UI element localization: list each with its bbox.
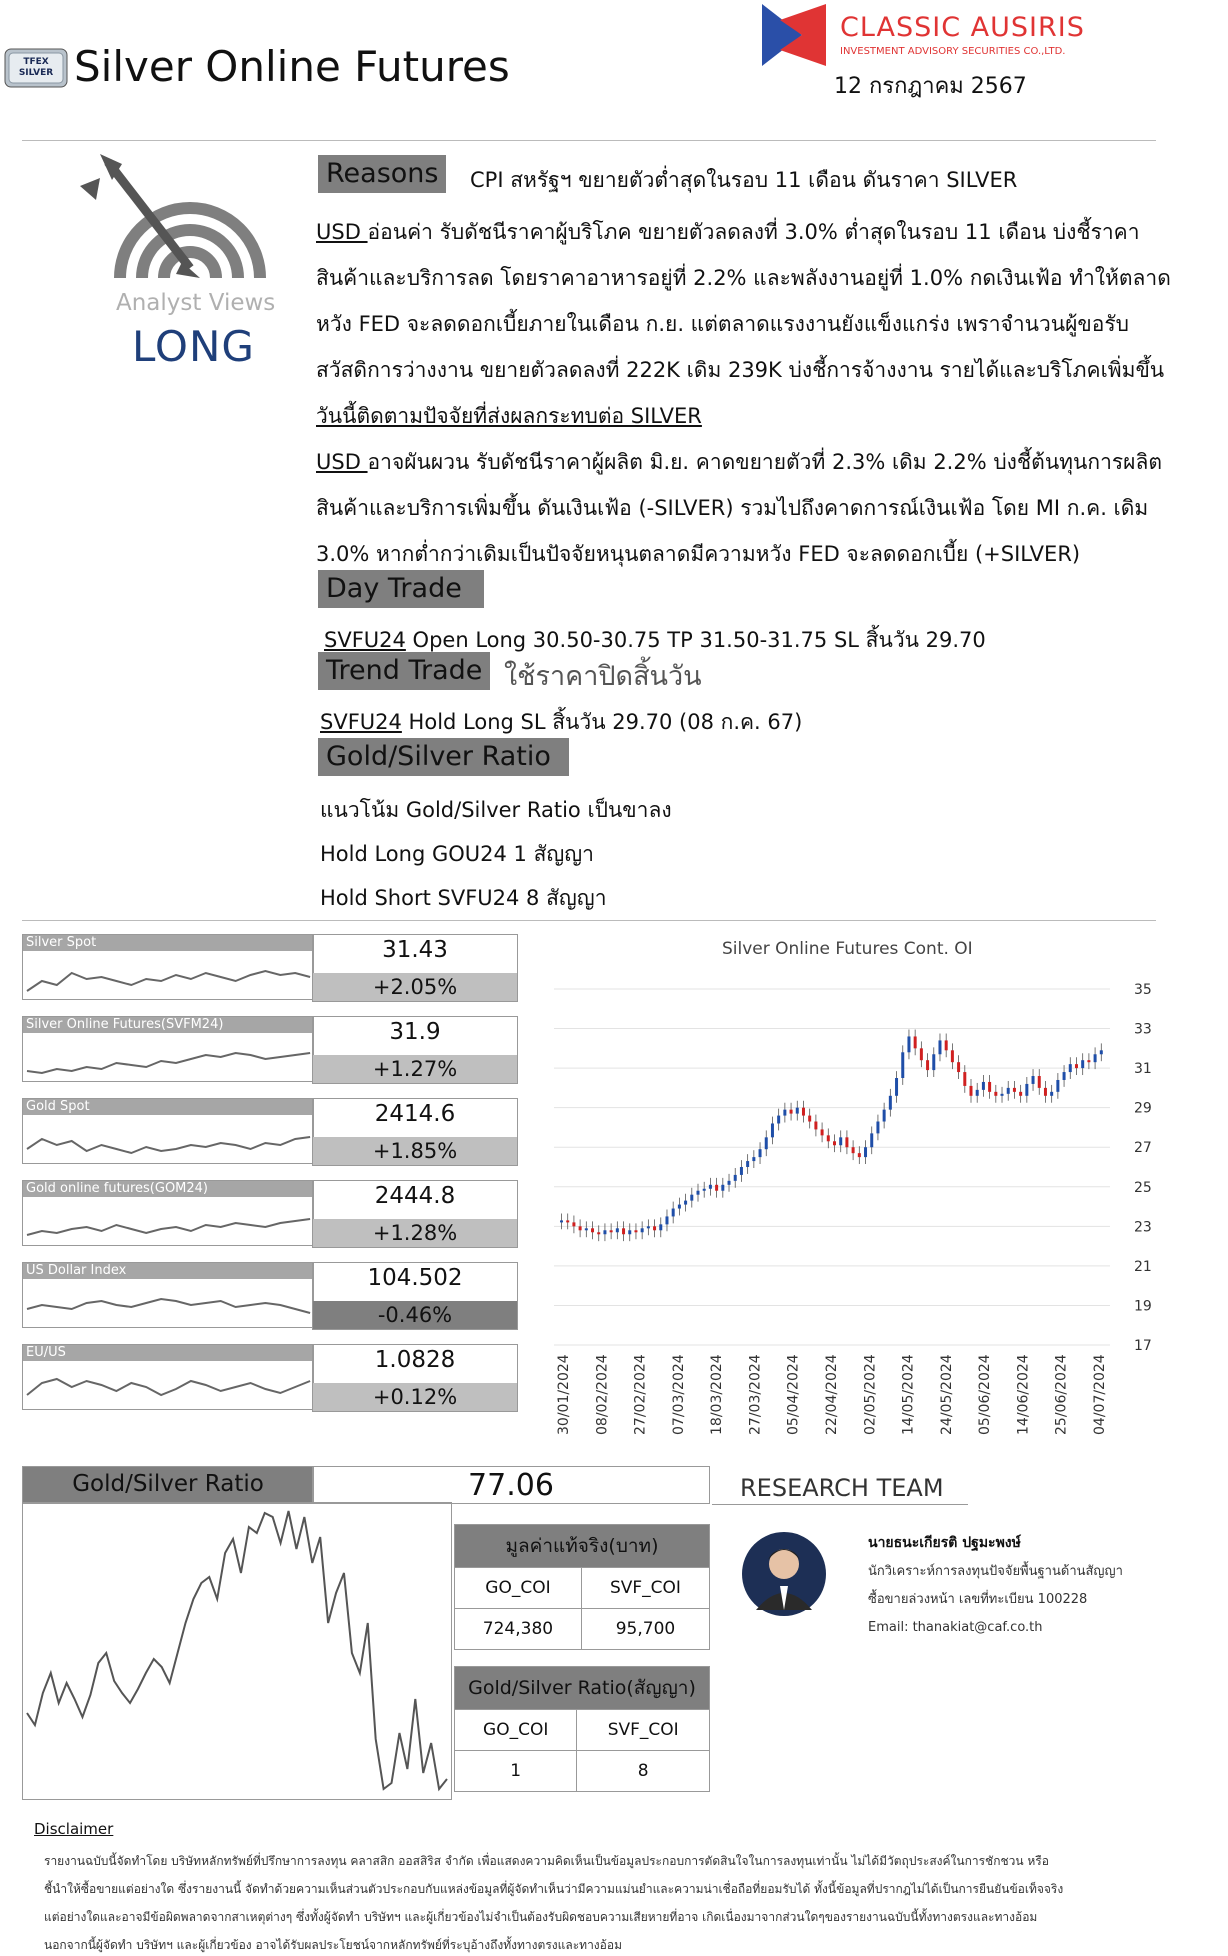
x-tick-label: 04/07/2024: [1092, 1354, 1108, 1435]
market-change: -0.46%: [313, 1301, 517, 1329]
ratio-chart-svg: [23, 1503, 451, 1799]
y-tick-label: 21: [1134, 1258, 1152, 1275]
market-sparkline-panel: [22, 1262, 314, 1328]
market-sparkline-panel: [22, 1016, 314, 1082]
candle: [665, 1216, 668, 1224]
candle: [1032, 1076, 1035, 1084]
candle: [678, 1205, 681, 1209]
candle: [603, 1230, 606, 1234]
analyst-view-value: LONG: [132, 322, 255, 371]
candle: [647, 1226, 650, 1228]
market-value: 1.0828: [374, 1347, 456, 1373]
gs-ratio-line2: Hold Long GOU24 1 สัญญา: [320, 842, 594, 866]
chart-title: Silver Online Futures Cont. OI: [722, 939, 973, 959]
reasons-headline: CPI สหรัฐฯ ขยายตัวต่ำสุดในรอบ 11 เดือน ดันราคา SILVER: [470, 168, 1018, 192]
x-tick-label: 07/03/2024: [670, 1354, 687, 1435]
candle: [951, 1050, 954, 1062]
gs-ratio-line1: แนวโน้ม Gold/Silver Ratio เป็นขาลง: [320, 798, 672, 822]
candle: [821, 1129, 824, 1135]
ratio-contract-table: [454, 1666, 710, 1792]
x-tick-label: 08/02/2024: [594, 1354, 611, 1435]
ratio-val2: 8: [577, 1751, 710, 1792]
company-logo: [760, 2, 1090, 68]
candle: [597, 1232, 600, 1234]
candle: [976, 1090, 979, 1096]
sparkline: [23, 1115, 313, 1163]
ratio-table-title: Gold/Silver Ratio(สัญญา): [455, 1667, 710, 1710]
sparkline: [23, 1279, 313, 1327]
sparkline: [23, 1033, 313, 1081]
candle: [715, 1185, 718, 1191]
reason-p2-line3: 3.0% หากต่ำกว่าเดิมเป็นปัจจัยหนุนตลาดมีความหวัง FED จะลดดอกเบี้ย (+SILVER): [316, 542, 1081, 566]
market-value: 2444.8: [374, 1183, 456, 1209]
candle: [1075, 1064, 1078, 1068]
candle: [1094, 1054, 1097, 1062]
company-logo-icon: [760, 2, 830, 68]
candle: [932, 1054, 935, 1070]
trend-trade-text: Hold Long SL สิ้นวัน 29.70 (08 ก.ค. 67): [401, 710, 803, 734]
market-sparkline-panel: [22, 934, 314, 1000]
candle: [610, 1230, 613, 1232]
candle: [622, 1228, 625, 1234]
candle: [659, 1224, 662, 1230]
market-sparkline-panel: [22, 1344, 314, 1410]
candle: [876, 1122, 879, 1134]
ratio-label-box: [22, 1466, 314, 1504]
market-change: +0.12%: [313, 1383, 517, 1411]
reason-p1-line1: [316, 216, 1140, 249]
candle: [616, 1228, 619, 1232]
candle: [802, 1108, 805, 1116]
candle: [1056, 1080, 1059, 1092]
market-value: 104.502: [367, 1265, 463, 1291]
day-trade-tag: Day Trade: [318, 570, 484, 608]
candle: [1087, 1060, 1090, 1062]
candle: [684, 1201, 687, 1205]
x-tick-label: 25/06/2024: [1053, 1354, 1070, 1435]
y-tick-label: 17: [1134, 1338, 1152, 1354]
x-tick-label: 14/06/2024: [1015, 1354, 1032, 1435]
disclaimer-title: Disclaimer: [34, 1820, 114, 1838]
ratio-line: [27, 1511, 447, 1789]
candle: [734, 1175, 737, 1181]
candle: [988, 1082, 991, 1092]
candle: [1100, 1050, 1103, 1054]
candle: [1001, 1094, 1004, 1096]
candle: [783, 1110, 786, 1116]
market-label: EU/US: [23, 1345, 313, 1361]
candle: [1081, 1060, 1084, 1068]
candle: [697, 1191, 700, 1195]
candle: [938, 1040, 941, 1054]
oi-val2: 95,700: [581, 1609, 709, 1650]
oi-value-table: [454, 1524, 710, 1650]
candle: [1069, 1064, 1072, 1072]
market-value-box: [312, 1344, 518, 1412]
analyst-email: Email: thanakiat@caf.co.th: [868, 1620, 1043, 1635]
disclaimer-line4: นอกจากนี้ผู้จัดทำ บริษัทฯ และผู้เกี่ยวข้อง อาจได้รับผลประโยชน์จากหลักทรัพย์ที่ระบุอ้างถึงทั้งทางตรงและทางอ้อม: [44, 1938, 622, 1952]
candle: [926, 1060, 929, 1070]
candle: [914, 1036, 917, 1048]
candle: [703, 1189, 706, 1191]
report-date: 12 กรกฎาคม 2567: [834, 74, 1027, 99]
market-value-box: [312, 1098, 518, 1166]
market-label: Silver Spot: [23, 935, 313, 951]
x-tick-label: 05/04/2024: [785, 1354, 802, 1435]
y-tick-label: 35: [1134, 982, 1152, 998]
gs-ratio-line3: Hold Short SVFU24 8 สัญญา: [320, 886, 607, 910]
analyst-license: ซื้อขายล่วงหน้า เลขที่ทะเบียน 100228: [868, 1592, 1088, 1607]
candle: [963, 1072, 966, 1086]
market-value: 2414.6: [374, 1101, 456, 1127]
candle: [796, 1108, 799, 1114]
analyst-position: นักวิเคราะห์การลงทุนปัจจัยพื้นฐานด้านสัญญา: [868, 1564, 1123, 1579]
day-trade-symbol: SVFU24: [324, 628, 406, 652]
candle: [759, 1149, 762, 1157]
candle: [864, 1147, 867, 1157]
market-sparkline-panel: [22, 1180, 314, 1246]
research-title-rule: [712, 1504, 968, 1505]
candle: [994, 1092, 997, 1096]
ratio-value-box: [312, 1466, 710, 1504]
reason-p2-line1: [316, 446, 1162, 479]
y-tick-label: 33: [1134, 1021, 1152, 1038]
market-label: US Dollar Index: [23, 1263, 313, 1279]
candle: [653, 1226, 656, 1230]
market-value-box: [312, 1180, 518, 1248]
candle: [721, 1185, 724, 1191]
market-change: +2.05%: [313, 973, 517, 1001]
candle: [777, 1116, 780, 1124]
candle: [870, 1133, 873, 1147]
reason-p2-lead: USD: [316, 450, 368, 474]
market-value: 31.9: [389, 1019, 441, 1045]
ratio-chart: [22, 1502, 452, 1800]
market-sparkline-panel: [22, 1098, 314, 1164]
gs-ratio-tag: Gold/Silver Ratio: [318, 738, 569, 776]
reason-p1-line2: สินค้าและบริการลด โดยราคาอาหารอยู่ที่ 2.2% และพลังงานอยู่ที่ 1.0% กดเงินเฟ้อ ทำให้ตลาด: [316, 266, 1171, 290]
candle: [752, 1157, 755, 1161]
candle: [895, 1078, 898, 1096]
x-tick-label: 27/02/2024: [632, 1354, 649, 1435]
x-tick-label: 02/05/2024: [862, 1354, 879, 1435]
market-change: +1.85%: [313, 1137, 517, 1165]
candle: [901, 1052, 904, 1078]
reason-p2-line2: สินค้าและบริการเพิ่มขึ้น ดันเงินเฟ้อ (-SILVER) รวมไปถึงคาดการณ์เงินเฟ้อ โดย MI ก.ค. เดิม: [316, 496, 1149, 520]
candle: [833, 1141, 836, 1145]
y-tick-label: 23: [1134, 1219, 1152, 1236]
candle: [827, 1135, 830, 1141]
sparkline: [23, 1197, 313, 1245]
candle: [1038, 1076, 1041, 1088]
research-title: RESEARCH TEAM: [740, 1474, 944, 1502]
company-subtitle: INVESTMENT ADVISORY SECURITIES CO.,LTD.: [840, 46, 1066, 57]
market-value: 31.43: [382, 937, 448, 963]
candle: [579, 1226, 582, 1230]
candle: [746, 1161, 749, 1167]
trend-trade-symbol: SVFU24: [320, 710, 402, 734]
x-tick-label: 05/06/2024: [977, 1354, 994, 1435]
candle: [883, 1110, 886, 1122]
candle: [790, 1110, 793, 1114]
candle: [1063, 1072, 1066, 1080]
candle: [641, 1228, 644, 1232]
oi-col2: SVF_COI: [581, 1568, 709, 1609]
market-change: +1.28%: [313, 1219, 517, 1247]
reason-p1-lead: USD: [316, 220, 368, 244]
disclaimer-line3: แต่อย่างใดและอาจมีข้อผิดพลาดจากสาเหตุต่างๆ ซึ่งทั้งผู้จัดทำ บริษัทฯ และผู้เกี่ยวข้องไม่จำเป็นต้องรับผิดชอบความเสียหายที่อาจ เกิดเนื่องมาจากส่วนใดๆของรายงานฉบับนี้ทั้งทางตรงและทางอ้อม: [44, 1910, 1038, 1924]
section-divider: [22, 920, 1156, 921]
reasons-tag: Reasons: [318, 155, 446, 193]
candle: [1013, 1088, 1016, 1092]
candle: [920, 1048, 923, 1060]
x-tick-label: 24/05/2024: [938, 1354, 955, 1435]
sparkline: [23, 951, 313, 999]
oi-val1: 724,380: [455, 1609, 582, 1650]
candle: [728, 1181, 731, 1185]
oi-col1: GO_COI: [455, 1568, 582, 1609]
candle: [591, 1228, 594, 1232]
trend-trade-line: [320, 706, 802, 739]
candle: [1050, 1092, 1053, 1096]
analyst-name: นายธนะเกียรติ ปฐมะพงษ์: [868, 1535, 1021, 1551]
candle: [1019, 1092, 1022, 1096]
oi-table-title: มูลค่าแท้จริง(บาท): [455, 1525, 710, 1568]
x-tick-label: 14/05/2024: [900, 1354, 917, 1435]
candle: [957, 1062, 960, 1072]
day-trade-text: Open Long 30.50-30.75 TP 31.50-31.75 SL สิ้นวัน 29.70: [405, 628, 986, 652]
market-label: Silver Online Futures(SVFM24): [23, 1017, 313, 1033]
market-value-box: [312, 1262, 518, 1330]
candle: [628, 1230, 631, 1234]
sparkline: [23, 1361, 313, 1409]
tfex-logo-text: TFEX SILVER: [18, 57, 54, 78]
page-title: Silver Online Futures: [74, 42, 510, 91]
candle: [740, 1167, 743, 1175]
candle: [1044, 1088, 1047, 1096]
target-icon: [70, 150, 270, 290]
today-heading: วันนี้ติดตามปัจจัยที่ส่งผลกระทบต่อ SILVER: [316, 404, 702, 428]
ratio-label: Gold/Silver Ratio: [72, 1471, 264, 1497]
candle: [808, 1116, 811, 1122]
oi-chart-svg: [548, 935, 1158, 1455]
x-tick-label: 18/03/2024: [709, 1354, 726, 1435]
candle: [572, 1222, 575, 1226]
candle: [982, 1082, 985, 1090]
market-change: +1.27%: [313, 1055, 517, 1083]
y-tick-label: 25: [1134, 1179, 1152, 1196]
market-value-box: [312, 934, 518, 1002]
candle: [814, 1122, 817, 1130]
x-tick-label: 22/04/2024: [824, 1354, 840, 1435]
tfex-logo: [4, 48, 68, 88]
candle: [560, 1220, 563, 1222]
y-tick-label: 31: [1134, 1061, 1152, 1078]
company-name: CLASSIC AUSIRIS: [840, 12, 1085, 43]
candle: [1025, 1084, 1028, 1096]
candle: [907, 1036, 910, 1052]
candle: [672, 1209, 675, 1217]
trend-trade-tag: Trend Trade: [318, 652, 490, 690]
candle: [858, 1153, 861, 1157]
candle: [839, 1137, 842, 1145]
reason-p1-line4: สวัสดิการว่างงาน ขยายตัวลดลงที่ 222K เดิม 239K บ่งชี้การจ้างงาน รายได้และบริโภคเพิ่มขึ้น: [316, 358, 1165, 382]
y-tick-label: 29: [1134, 1100, 1152, 1117]
ratio-col1: GO_COI: [455, 1710, 577, 1751]
candle: [634, 1230, 637, 1232]
disclaimer-line1: รายงานฉบับนี้จัดทำโดย บริษัทหลักทรัพย์ที่ปรึกษาการลงทุน คลาสสิก ออสสิริส จำกัด เพื่อแสดงความคิดเห็นเป็นข้อมูลประกอบการตัดสินใจในการลงทุนเท่านั้น ไม่ได้มีวัตถุประสงค์ในการชักชวน หรือ: [44, 1854, 1049, 1868]
analyst-avatar: [742, 1530, 826, 1618]
header-divider: [22, 140, 1156, 141]
x-tick-label: 30/01/2024: [556, 1354, 572, 1435]
ratio-value: 77.06: [468, 1468, 554, 1503]
candle: [845, 1137, 848, 1147]
candle: [765, 1137, 768, 1149]
candle: [709, 1185, 712, 1189]
trend-trade-note: ใช้ราคาปิดสิ้นวัน: [504, 661, 702, 692]
ratio-val1: 1: [455, 1751, 577, 1792]
market-label: Gold online futures(GOM24): [23, 1181, 313, 1197]
disclaimer-line2: ชี้นำให้ซื้อขายแต่อย่างใด ซึ่งรายงานนี้ จัดทำด้วยความเห็นส่วนตัวประกอบกับแหล่งข้อมูลที่ผู้จัดทำเห็นว่ามีความแม่นยำและความน่าเชื่อถือที่ยอมรับได้ ทั้งนี้ข้อมูลที่ปรากฎไม่ได้เป็นการยืนยันข้อเท็จจริง: [44, 1882, 1064, 1896]
candle: [690, 1195, 693, 1201]
reason-p1-text1: อ่อนค่า รับดัชนีราคาผู้บริโภค ขยายตัวลดลงที่ 3.0% ต่ำสุดในรอบ 11 เดือน บ่งชี้ราคา: [367, 220, 1140, 244]
analyst-views-label: Analyst Views: [116, 290, 276, 316]
oi-chart: [548, 935, 1158, 1455]
market-label: Gold Spot: [23, 1099, 313, 1115]
candle: [852, 1147, 855, 1153]
candle: [1007, 1088, 1010, 1094]
candle: [970, 1086, 973, 1096]
x-tick-label: 27/03/2024: [747, 1354, 764, 1435]
reason-p1-line3: หวัง FED จะลดดอกเบี้ยภายในเดือน ก.ย. แต่ตลาดแรงงานยังแข็งแกร่ง เพราจำนวนผู้ขอรับ: [316, 312, 1129, 336]
market-value-box: [312, 1016, 518, 1084]
candle: [771, 1123, 774, 1137]
ratio-col2: SVF_COI: [577, 1710, 710, 1751]
y-tick-label: 19: [1134, 1298, 1152, 1315]
reason-p2-text1: อาจผันผวน รับดัชนีราคาผู้ผลิต มิ.ย. คาดขยายตัวที่ 2.3% เดิม 2.2% บ่งชี้ต้นทุนการผลิต: [367, 450, 1162, 474]
candle: [585, 1228, 588, 1230]
candle: [945, 1040, 948, 1050]
candle: [889, 1096, 892, 1110]
candle: [566, 1220, 569, 1222]
y-tick-label: 27: [1134, 1140, 1152, 1157]
